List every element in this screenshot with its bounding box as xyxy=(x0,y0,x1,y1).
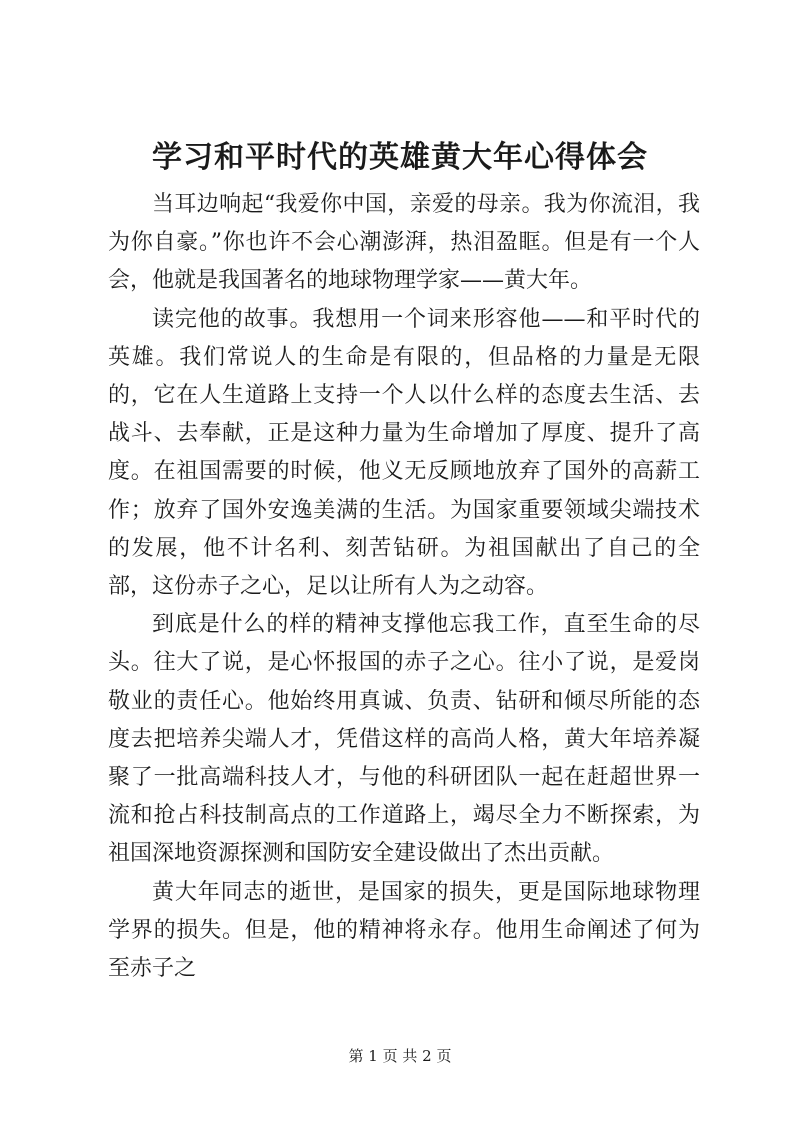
paragraph-1: 当耳边响起“我爱你中国，亲爱的母亲。我为你流泪，我为你自豪。”你也许不会心潮澎湃，热泪盈眶。但是有一个人会，他就是我国著名的地球物理学家——黄大年。 xyxy=(108,192,700,294)
page-number-footer: 第 1 页 共 2 页 xyxy=(348,1047,452,1065)
paragraph-3: 到底是什么的样的精神支撑他忘我工作，直至生命的尽头。往大了说，是心怀报国的赤子之心。往小了说，是爱岗敬业的责任心。他始终用真诚、负责、钻研和倾尽所能的态度去把培养尖端人才，凭借这样的高尚人格，黄大年培养凝聚了一批高端科技人才，与他的科研团队一起在赶超世界一流和抢占科技制高点的工作道路上，竭尽全力不断探索，为祖国深地资源探测和国防安全建设做出了杰出贡献。 xyxy=(108,612,700,867)
paragraph-4: 黄大年同志的逝世，是国家的损失，更是国际地球物理学界的损失。但是，他的精神将永存。他用生命阐述了何为至赤子之 xyxy=(108,879,700,982)
document-title: 学习和平时代的英雄黄大年心得体会 xyxy=(152,140,648,175)
paragraph-2: 读完他的故事。我想用一个词来形容他——和平时代的英雄。我们常说人的生命是有限的，但品格的力量是无限的，它在人生道路上支持一个人以什么样的态度去生活、去战斗、去奉献，正是这种力量为生命增加了厚度、提升了高度。在祖国需要的时候，他义无反顾地放弃了国外的高薪工作；放弃了国外安逸美满的生活。为国家重要领域尖端技术的发展，他不计名利、刻苦钻研。为祖国献出了自己的全部，这份赤子之心，足以让所有人为之动容。 xyxy=(108,306,700,600)
document-body xyxy=(108,186,700,988)
